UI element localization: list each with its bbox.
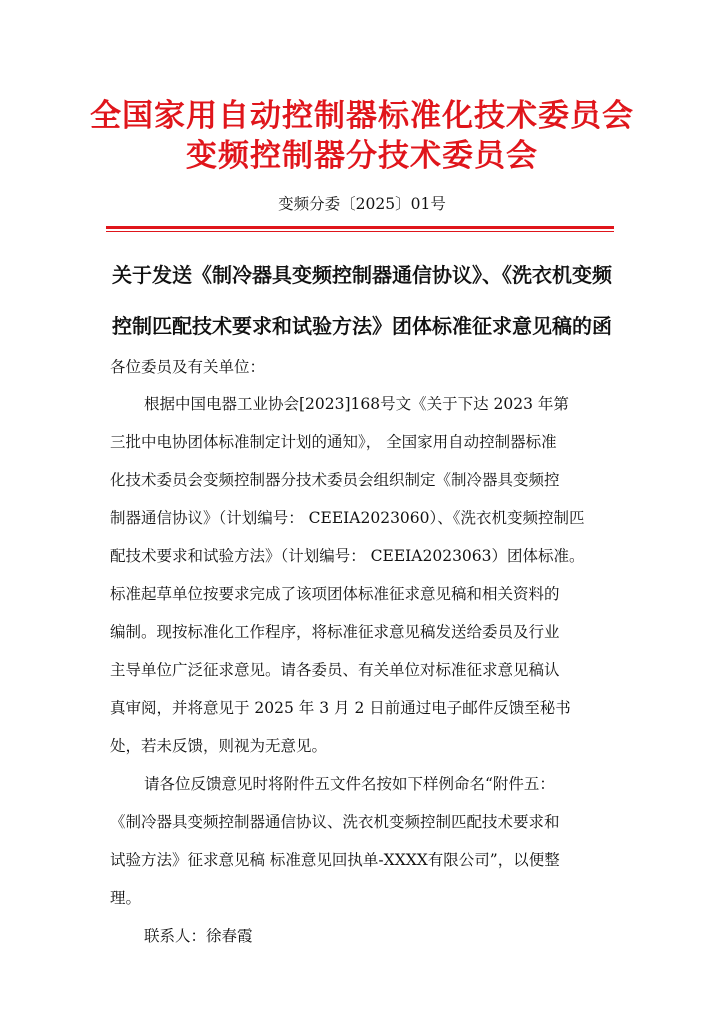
paragraph1-line: 三批中电协团体标准制定计划的通知》， 全国家用自动控制器标准 xyxy=(110,433,557,451)
paragraph2-line: 请各位反馈意见时将附件五文件名按如下样例命名“附件五： xyxy=(144,775,555,793)
paragraph2-line: 理。 xyxy=(110,889,142,907)
paragraph1-line: 化技术委员会变频控制器分技术委员会组织制定《制冷器具变频控 xyxy=(110,471,560,489)
paragraph2-line: 《制冷器具变频控制器通信协议、洗衣机变频控制匹配技术要求和 xyxy=(110,813,560,831)
subject-line1: 关于发送《制冷器具变频控制器通信协议》、《洗衣机变频 xyxy=(112,263,612,287)
contact-person: 联系人：徐春霞 xyxy=(144,927,253,945)
paragraph1-line: 配技术要求和试验方法》（计划编号： CEEIA2023063）团体标准。 xyxy=(110,547,585,565)
paragraph1-line: 真审阅，并将意见于 2025 年 3 月 2 日前通过电子邮件反馈至秘书 xyxy=(110,699,571,717)
paragraph1-line: 根据中国电器工业协会[2023]168号文《关于下达 2023 年第 xyxy=(144,395,569,413)
paragraph1-line: 处，若未反馈，则视为无意见。 xyxy=(110,737,328,755)
document-number: 变频分委〔2025〕01号 xyxy=(278,195,446,213)
committee-title-line1: 全国家用自动控制器标准化技术委员会 xyxy=(90,98,634,134)
salutation: 各位委员及有关单位： xyxy=(110,358,266,376)
subject-line2: 控制匹配技术要求和试验方法》团体标准征求意见稿的函 xyxy=(112,314,612,338)
committee-title-line2: 变频控制器分技术委员会 xyxy=(186,138,538,174)
paragraph1-line: 制器通信协议》（计划编号： CEEIA2023060）、《洗衣机变频控制匹 xyxy=(110,509,585,527)
paragraph1-line: 编制。现按标准化工作程序，将标准征求意见稿发送给委员及行业 xyxy=(110,623,560,641)
paragraph2-line: 试验方法》征求意见稿 标准意见回执单-XXXX有限公司”，以便整 xyxy=(110,851,560,869)
paragraph1-line: 标准起草单位按要求完成了该项团体标准征求意见稿和相关资料的 xyxy=(110,585,560,603)
paragraph1-line: 主导单位广泛征求意见。请各委员、有关单位对标准征求意见稿认 xyxy=(110,661,560,679)
red-divider-thick xyxy=(106,226,614,229)
red-divider-thin xyxy=(106,231,614,232)
